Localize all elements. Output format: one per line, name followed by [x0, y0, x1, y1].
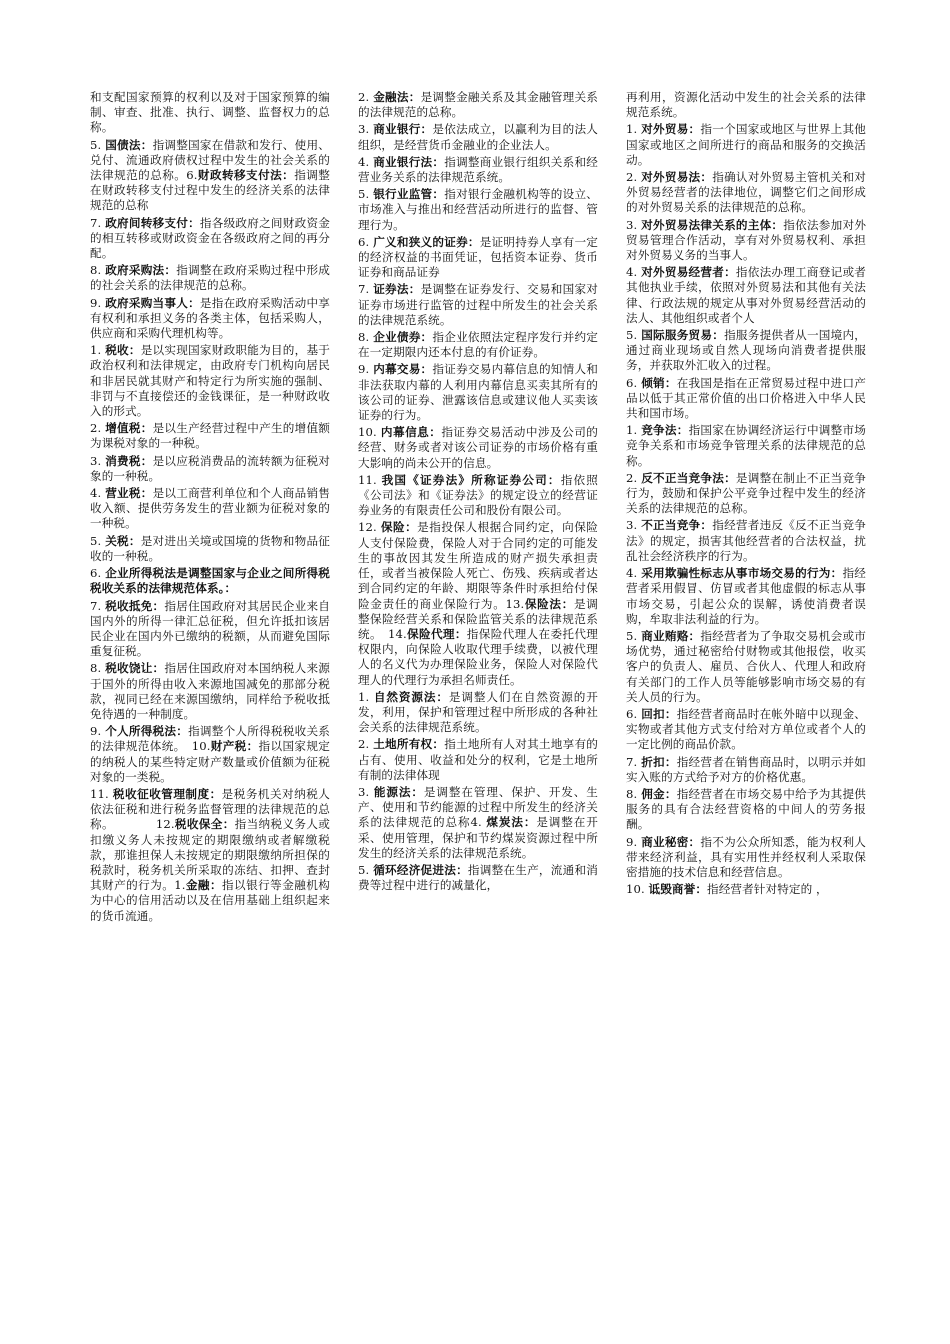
definition-text: 是以实现国家财政职能为目的，基于政治权利和法律规定，由政府专门机构向居民和非居民就其财产和特定行为所实施的强制、非罚与不直接偿还的金钱课征，是一种财政收入的形式。: [90, 343, 330, 419]
term-label: 采用欺骗性标志从事市场交易的行为：: [641, 566, 843, 581]
term-label: 倾销：: [641, 375, 677, 390]
definition-text: 指企业依照法定程序发行并约定在一定期限内还本付息的有价证券。: [358, 330, 598, 360]
item-number: 7.: [626, 754, 638, 769]
item-number: 4.: [90, 486, 102, 501]
term-label: 财产税：: [210, 739, 259, 754]
definition-text: 是以应税消费品的流转额为征税对象的一种税。: [90, 453, 330, 483]
definition-text: 指经营者商品时在帐外暗中以现金、实物或者其他方式支付给对方单位或者个人的一定比例的商品价款。: [626, 706, 866, 752]
definition-text: 指证券交易活动中涉及公司的经营、财务或者对该公司证券的市场价格有重大影响的尚未公开的信息。: [358, 425, 598, 470]
definition-text: 是调整在管理、保护、开发、生产、使用和节约能源的过程中所发生的经济关系的法律规范的总称: [358, 784, 598, 830]
term-label: 银行业监管：: [373, 187, 445, 202]
definition-paragraph: [358, 187, 598, 233]
definition-text: 指依照《公司法》和《证券法》的规定设立的经营证券业务的有限责任公司和股份有限公司。: [358, 472, 598, 518]
item-number: 6.: [358, 234, 370, 249]
term-label: 回扣：: [641, 706, 677, 721]
definition-paragraph: [358, 122, 598, 152]
term-label: 财政转移支付法：: [197, 168, 295, 183]
definition-text: 指调整国家在借款和发行、使用、兑付、流通政府债权过程中发生的社会关系的法律规范的总称。6.: [90, 137, 330, 183]
definition-paragraph: [358, 155, 598, 185]
item-number: 4.: [626, 265, 638, 280]
item-number: 8.: [358, 330, 370, 345]
term-label: 政府采购当事人：: [105, 295, 200, 310]
term-label: 国际服务贸易：: [641, 328, 725, 343]
item-number: 12.: [358, 520, 377, 535]
definition-paragraph: [90, 90, 330, 136]
definition-paragraph: [90, 534, 330, 564]
item-number: 5.: [358, 187, 370, 202]
term-label: 证券法：: [373, 282, 421, 297]
definition-text: 指国家在协调经济运行中调整市场竞争关系和市场竞争管理关系的法律规范的总称。: [626, 423, 866, 468]
item-number: 3.: [626, 518, 638, 533]
definition-text: 是证明持券人享有一定的经济权益的书面凭证，包括资本证券、货币证券和商品证券: [358, 234, 598, 280]
definition-text: 指经营者违反《反不正当竞争法》的规定，损害其他经营者的合法权益，扰乱社会经济秩序的行为。: [626, 518, 866, 563]
definition-paragraph: [90, 263, 330, 293]
term-label: 内幕信息：: [380, 425, 442, 440]
term-label: 保险代理：: [406, 626, 467, 641]
definition-text: 指以国家规定的纳税人的某些特定财产数量或价值额为征税对象的一类税。: [90, 739, 330, 784]
item-number: 10.: [358, 425, 377, 440]
definition-paragraph: [90, 787, 330, 924]
term-label: 金融法：: [373, 90, 421, 104]
item-number: 3.: [90, 453, 102, 468]
definition-text: 是调整人们在自然资源的开发，利用，保护和管理过程中所形成的各种社会关系的法律规范系统。: [358, 689, 598, 735]
term-label: 循环经济促进法：: [373, 862, 468, 877]
definition-text: 指经营者在市场交易中给予为其提供服务的具有合法经营资格的中间人的劳务报酬。: [626, 786, 866, 832]
term-label: 税收饶让：: [105, 661, 165, 676]
definition-paragraph: [358, 520, 598, 687]
item-number: 2.: [626, 470, 638, 485]
term-label: 对外贸易经营者：: [641, 265, 736, 280]
item-number: 1.: [626, 122, 638, 137]
definition-text: 指经营者采用假冒、仿冒或者其他虚假的标志从事市场交易，引起公众的误解，诱使消费者误购，牟取非法利益的行为。: [626, 566, 867, 626]
term-label: 增值税：: [105, 421, 153, 436]
item-number: 6.: [626, 706, 638, 721]
term-label: 关税：: [105, 533, 141, 548]
definition-text: 是对进出关境或国境的货物和物品征收的一种税。: [90, 533, 330, 563]
item-number: 3.: [626, 217, 638, 232]
definition-text: 指调整商业银行组织关系和经营业务关系的法律规范系统。: [358, 154, 598, 185]
term-label: 税收征收管理制度：: [112, 786, 222, 801]
definition-text: 是指投保人根据合同约定，向保险人支付保险费，保险人对于合同约定的可能发生的事故因其发生所造成的财产损失承担责任，或者当被保险人死亡、伤残、疾病或者达到合同约定的年龄、期限等条件时承担给付保险金责任的商业保险行为。13.: [358, 520, 598, 611]
term-label: 商业银行法：: [373, 154, 445, 169]
definition-paragraph: [358, 90, 598, 120]
definition-paragraph: [358, 362, 598, 423]
definition-paragraph: [358, 425, 598, 471]
definition-paragraph: [358, 863, 598, 893]
term-label: 竞争法：: [641, 423, 689, 438]
definition-paragraph: [90, 566, 330, 596]
item-number: 5.: [626, 628, 638, 643]
definition-paragraph: [90, 421, 330, 451]
term-label: 个人所得税法：: [105, 724, 189, 739]
definition-text: 指经营者针对特定的 ，: [707, 882, 828, 897]
definition-paragraph: [626, 835, 866, 881]
item-number: 6.: [626, 375, 638, 390]
definition-text: 是调整在开采、使用管理，保护和节约煤炭资源过程中所发生的经济关系的法律规范系统。: [358, 815, 598, 860]
term-label: 保险法：: [524, 596, 574, 611]
text-column-3: [626, 90, 866, 899]
definition-text: 是调整金融关系及其金融管理关系的法律规范的总称。: [358, 90, 598, 120]
item-number: 4.: [626, 566, 638, 581]
term-label: 政府间转移支付：: [105, 215, 200, 230]
definition-paragraph: [90, 216, 330, 262]
term-label: 金融：: [185, 878, 222, 893]
item-number: 10.: [626, 882, 645, 897]
term-label: 消费税：: [105, 453, 153, 468]
term-label: 对外贸易法：: [641, 170, 713, 185]
term-label: 煤炭法：: [486, 815, 537, 830]
term-label: 广义和狭义的证券：: [373, 234, 480, 249]
definition-text: 再利用，资源化活动中发生的社会关系的法律规范系统。: [626, 90, 866, 120]
definition-paragraph: [90, 138, 330, 214]
definition-text: 指以银行等金融机构为中心的信用活动以及在信用基础上组织起来的货币流通。: [90, 878, 330, 923]
item-number: 1.: [626, 423, 638, 438]
definition-paragraph: [626, 376, 866, 422]
item-number: 5.: [626, 328, 638, 343]
term-label: 政府采购法：: [105, 263, 177, 278]
definition-paragraph: [358, 737, 598, 783]
definition-text: 指居住国政府对本国纳税人来源于国外的所得由收入来源地国减免的那部分税款，视同已经在来源国缴纳，同样给予税收抵免待遇的一种制度。: [90, 661, 330, 721]
item-number: 9.: [626, 834, 638, 849]
item-number: 11.: [358, 472, 377, 487]
term-label: 对外贸易法律关系的主体：: [641, 217, 784, 232]
term-label: 企业债券：: [373, 330, 433, 345]
definition-text: 指经营者在销售商品时，以明示并如实入账的方式给予对方的价格优惠。: [626, 754, 866, 784]
definition-paragraph: [626, 566, 866, 627]
definition-paragraph: [90, 296, 330, 342]
definition-paragraph: [626, 755, 866, 785]
definition-paragraph: [90, 454, 330, 484]
definition-paragraph: [90, 661, 330, 722]
definition-text: 是调整在制止不正当竞争行为，鼓励和保护公平竞争过程中发生的经济关系的法律规范的总称。: [626, 470, 866, 516]
definition-text: 指调整在政府采购过程中形成的社会关系的法律规范的总称。: [90, 263, 330, 293]
definition-text: 是调整在证券发行、交易和国家对证券市场进行监管的过程中所发生的社会关系的法律规范系统。: [358, 282, 598, 327]
definition-paragraph: [358, 785, 598, 861]
item-number: 5.: [358, 862, 370, 877]
definition-paragraph: [626, 218, 866, 264]
definition-text: 指确认对外贸易主管机关和对外贸易经营者的法律地位，调整它们之间形成的对外贸易关系的法律规范的总称。: [626, 170, 866, 215]
term-label: 商业银行：: [373, 122, 433, 137]
definition-text: 指不为公众所知悉，能为权利人带来经济利益，具有实用性并经权利人采取保密措施的技术信息和经营信息。: [626, 834, 866, 879]
text-column-2: [358, 90, 598, 895]
definition-text: 指调整在生产，流通和消费等过程中进行的减量化，: [358, 862, 598, 893]
term-label: 保险：: [380, 520, 418, 535]
item-number: 9.: [90, 724, 102, 739]
definition-paragraph: [626, 518, 866, 564]
definition-paragraph: [90, 724, 330, 785]
definition-paragraph: [358, 282, 598, 328]
item-number: 11.: [90, 786, 109, 801]
item-number: 8.: [626, 786, 638, 801]
item-number: 7.: [90, 598, 102, 613]
definition-paragraph: [626, 471, 866, 517]
term-label: 商业贿赂：: [641, 628, 701, 643]
item-number: 4.: [470, 815, 482, 830]
item-number: 2.: [358, 737, 370, 752]
definition-paragraph: [626, 122, 866, 168]
definition-text: 指依法参加对外贸易管理合作活动，享有对外贸易权利、承担对外贸易义务的当事人。: [626, 217, 867, 263]
definition-text: 和支配国家预算的权利以及对于国家预算的编制、审查、批准、执行、调整、监督权力的总称。: [90, 90, 330, 135]
definition-paragraph: [626, 90, 866, 120]
item-number: 8.: [90, 263, 102, 278]
text-column-1: [90, 90, 330, 926]
item-number: 3.: [358, 784, 370, 799]
item-number: 2.: [626, 170, 638, 185]
term-label: 反不正当竞争法：: [641, 470, 736, 485]
definition-paragraph: [358, 235, 598, 281]
definition-text: 是指在政府采购活动中享有权利和承担义务的各类主体，包括采购人，供应商和采购代理机构等。: [90, 295, 330, 341]
definition-text: 是调整保险经营关系和保险监管关系的法律规范系统。 14.: [358, 596, 598, 641]
definition-text: 是依法成立，以赢利为目的法人组织，是经营货币金融业的企业法人。: [358, 122, 598, 152]
definition-paragraph: [358, 690, 598, 736]
definition-paragraph: [626, 629, 866, 705]
definition-text: 指保险代理人在委托代理权限内，向保险人收取代理手续费，以被代理人的名义代为办理保险业务，保险人对保险代理人的代理行为承担名师责任。: [358, 626, 598, 687]
definition-text: 指各级政府之间财政资金的相互转移或财政资金在各级政府之间的再分配。: [90, 215, 330, 261]
definition-text: 指服务提供者从一国境内，通过商业现场或自然人现场向消费者提供服务，并获取外汇收入的过程。: [626, 328, 866, 373]
item-number: 7.: [358, 282, 370, 297]
definition-paragraph: [90, 486, 330, 532]
definition-paragraph: [90, 599, 330, 660]
definition-text: 指调整个人所得税税收关系的法律规范体统。 10.: [90, 724, 330, 754]
item-number: 1.: [90, 343, 102, 358]
term-label: 折扣：: [641, 754, 677, 769]
term-label: 对外贸易：: [641, 122, 701, 137]
definition-text: 指当纳税义务人或扣缴义务人未按规定的期限缴纳或者解缴税款，那谁担保人未按规定的期限缴纳所担保的税款时，税务机关所采取的冻结、扣押、查封其财产的行为。1.: [90, 817, 330, 893]
definition-text: 指居住国政府对其居民企业来自国内外的所得一律汇总征税，但允许抵扣该居民企业在国内外已缴纳的税额，从而避免国际重复征税。: [90, 598, 330, 659]
definition-text: 指证券交易内幕信息的知情人和非法获取内幕的人利用内幕信息买卖其所有的该公司的证券、泄露该信息或建议他人买卖该证券的行为。: [358, 362, 598, 423]
term-label: 诋毁商誉：: [648, 882, 708, 897]
item-number: 5.: [90, 533, 102, 548]
term-label: 不正当竞争：: [641, 518, 713, 533]
item-number: 9.: [358, 362, 370, 377]
definition-text: 指经营者为了争取交易机会或市场优势，通过秘密给付财物或其他报偿，收买客户的负责人、雇员、合伙人、代理人和政府有关部门的工作人员等能够影响市场交易的有关人员的行为。: [626, 628, 866, 704]
item-number: 2.: [90, 421, 102, 436]
term-label: 土地所有权：: [373, 737, 445, 752]
definition-paragraph: [358, 473, 598, 519]
definition-text: 是以生产经营过程中产生的增值额为课税对象的一种税。: [90, 421, 330, 451]
definition-text: 在我国是指在正常贸易过程中进口产品以低于其正常价值的出口价格进入中华人民共和国市场。: [626, 375, 866, 421]
item-number: 1.: [358, 689, 370, 704]
definition-paragraph: [358, 330, 598, 360]
definition-text: 是以工商营利单位和个人商品销售收入额、提供劳务发生的营业额为征税对象的一种税。: [90, 486, 330, 531]
item-number: 3.: [358, 122, 370, 137]
term-label: 税收抵免：: [105, 598, 165, 613]
definition-text: 指一个国家或地区与世界上其他国家或地区之间所进行的商品和服务的交换活动。: [626, 122, 866, 167]
item-number: 7.: [90, 215, 102, 230]
definition-paragraph: [626, 423, 866, 469]
term-label: 佣金：: [641, 786, 677, 801]
term-label: 商业秘密：: [641, 834, 701, 849]
definition-paragraph: [626, 265, 866, 326]
definition-text: 指对银行金融机构等的设立、市场准入与推出和经营活动所进行的监督、管理行为。: [358, 187, 598, 232]
item-number: 8.: [90, 661, 102, 676]
definition-text: 是税务机关对纳税人依法征税和进行税务监督管理的法律规范的总称。 12.: [90, 786, 330, 832]
term-label: 税收：: [105, 343, 141, 358]
definition-paragraph: [626, 882, 866, 897]
definition-text: 指调整在财政转移支付过程中发生的经济关系的法律规范的总称: [90, 168, 330, 213]
item-number: 5.: [90, 137, 102, 152]
item-number: 6.: [90, 566, 102, 581]
definition-paragraph: [626, 170, 866, 216]
item-number: 9.: [90, 295, 102, 310]
term-label: 能源法：: [373, 784, 424, 799]
definition-text: 指依法办理工商登记或者其他执业手续，依照对外贸易法和其他有关法律、行政法规的规定从事对外贸易经营活动的法人、其他组织或者个人: [626, 265, 866, 325]
term-label: 国债法：: [105, 137, 153, 152]
definition-text: 指土地所有人对其土地享有的占有、使用、收益和处分的权利，它是土地所有制的法律体现: [358, 737, 598, 782]
term-label: 营业税：: [105, 486, 153, 501]
term-label: 内幕交易：: [373, 362, 433, 377]
definition-paragraph: [626, 787, 866, 833]
definition-paragraph: [626, 328, 866, 374]
term-label: 自然资源法：: [373, 689, 449, 704]
item-number: 2.: [358, 90, 370, 104]
term-label: 我国《证券法》所称证券公司：: [381, 472, 561, 487]
term-label: 税收保全：: [174, 817, 235, 832]
item-number: 4.: [358, 154, 370, 169]
term-label: 企业所得税法是调整国家与企业之间所得税税收关系的法律规范体系。：: [90, 566, 330, 596]
definition-paragraph: [626, 707, 866, 753]
definition-paragraph: [90, 343, 330, 419]
